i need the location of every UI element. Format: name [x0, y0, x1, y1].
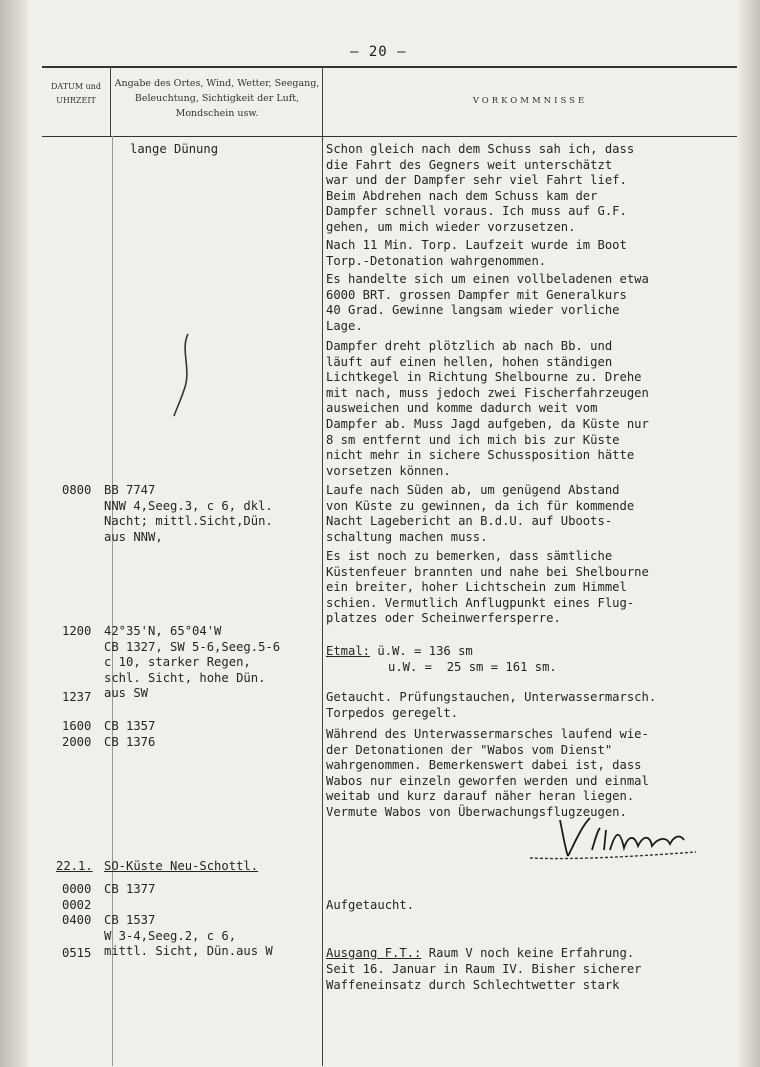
pencil-mark-icon: [170, 330, 200, 420]
time-0515: 0515: [62, 946, 92, 960]
scan-edge-right: [738, 0, 760, 1067]
ft-label: Ausgang F.T.:: [326, 946, 422, 960]
signature-icon: [520, 800, 710, 870]
time-0400: 0400: [62, 913, 92, 927]
date-22-1: 22.1.: [56, 859, 93, 873]
time-0000: 0000: [62, 882, 92, 896]
location-entry-0400: CB 1537 W 3-4,Seeg.2, c 6, mittl. Sicht, Dün.aus W: [104, 913, 273, 959]
time-2000: 2000: [62, 735, 92, 749]
location-entry-0800: BB 7747 NNW 4,Seeg.3, c 6, dkl. Nacht; mittl.Sicht,Dün. aus NNW,: [104, 483, 273, 544]
table-top-rule: [42, 66, 737, 68]
event-paragraph-8: Während des Unterwassermarsches laufend wie- der Detonationen der "Wabos vom Dienst" wahrgenommen. Bemerkenswert dabei ist, dass Wabos nur einzeln geworfen werden und einmal weitab und kurz darauf näher heran liegen. Vermute Wabos von Überwachungsflugzeugen.: [326, 727, 649, 819]
location-region: SO-Küste Neu-Schottl.: [104, 859, 259, 873]
event-paragraph-4: Dampfer dreht plötzlich ab nach Bb. und läuft auf einen hellen, hohen ständigen Lichtkegel in Richtung Shelbourne zu. Drehe mit nach, muss jedoch zwei Fischerfahrzeugen ausweichen und komme dadurch weit vom Dampfer ab. Muss Jagd aufgeben, da Küste nur 8 sm entfernt und ich mich bis zur Küste nicht mehr in sichere Schussposition hätte vorsetzen können.: [326, 339, 649, 478]
column-divider-2: [322, 66, 323, 1066]
event-paragraph-6: Es ist noch zu bemerken, dass sämtliche Küstenfeuer brannten und nahe bei Shelbourne ein breiter, hoher Lichtschein zum Himmel schien. Vermutlich Anflugpunkt eines Flug- platzes oder Scheinwerfersperre.: [326, 549, 649, 626]
etmal-value-1: ü.W. = 136 sm: [370, 644, 473, 658]
location-entry-1200: 42°35'N, 65°04'W CB 1327, SW 5-6,Seeg.5-6 c 10, starker Regen, schl. Sicht, hohe Dün. aus SW: [104, 624, 281, 701]
column-divider-1: [110, 66, 111, 136]
time-0002: 0002: [62, 898, 92, 912]
scan-edge-left: [0, 0, 28, 1067]
event-paragraph-10-line-1: [326, 946, 634, 962]
header-date-time: DATUM und UHRZEIT: [51, 82, 101, 105]
time-1237: 1237: [62, 690, 92, 704]
event-paragraph-10-rest: Seit 16. Januar in Raum IV. Bisher sicherer Waffeneinsatz durch Schlechtwetter stark: [326, 962, 642, 992]
event-paragraph-1: Schon gleich nach dem Schuss sah ich, dass die Fahrt des Gegners weit unterschätzt war und der Dampfer sehr viel Fahrt lief. Beim Abdrehen nach dem Schuss kam der Dampfer schnell voraus. Ich muss auf G.F. gehen, um mich wieder vorzusetzen.: [326, 142, 635, 234]
event-paragraph-2: Nach 11 Min. Torp. Laufzeit wurde im Boot Torp.-Detonation wahrgenommen.: [326, 238, 627, 268]
location-swell: lange Dünung: [130, 142, 219, 156]
event-paragraph-5: Laufe nach Süden ab, um genügend Abstand von Küste zu gewinnen, da ich für kommende Nacht Lagebericht an B.d.U. auf Uboots- schaltung machen muss.: [326, 483, 635, 544]
page-number: – 20 –: [350, 44, 407, 60]
header-bottom-rule: [42, 136, 737, 137]
header-location-weather: Angabe des Ortes, Wind, Wetter, Seegang, Beleuchtung, Sichtigkeit der Luft, Mondschein usw.: [114, 78, 320, 119]
event-paragraph-7: Getaucht. Prüfungstauchen, Unterwassermarsch. Torpedos geregelt.: [326, 690, 657, 720]
event-paragraph-9: Aufgetaucht.: [326, 898, 415, 912]
location-entry-0000: CB 1377: [104, 882, 156, 896]
event-paragraph-3: Es handelte sich um einen vollbeladenen etwa 6000 BRT. grossen Dampfer mit Generalkurs 40 Grad. Gewinne langsam wieder vorliche Lage.: [326, 272, 649, 333]
etmal-line-1: [326, 644, 473, 660]
time-0800: 0800: [62, 483, 92, 497]
time-1600: 1600: [62, 719, 92, 733]
etmal-label: Etmal:: [326, 644, 371, 658]
location-entry-1600: CB 1357: [104, 719, 156, 733]
etmal-line-2: u.W. = 25 sm = 161 sm.: [388, 660, 557, 674]
header-events: VORKOMMNISSE: [472, 96, 588, 106]
ft-text: Raum V noch keine Erfahrung.: [421, 946, 635, 960]
location-entry-2000: CB 1376: [104, 735, 156, 749]
time-1200: 1200: [62, 624, 92, 638]
